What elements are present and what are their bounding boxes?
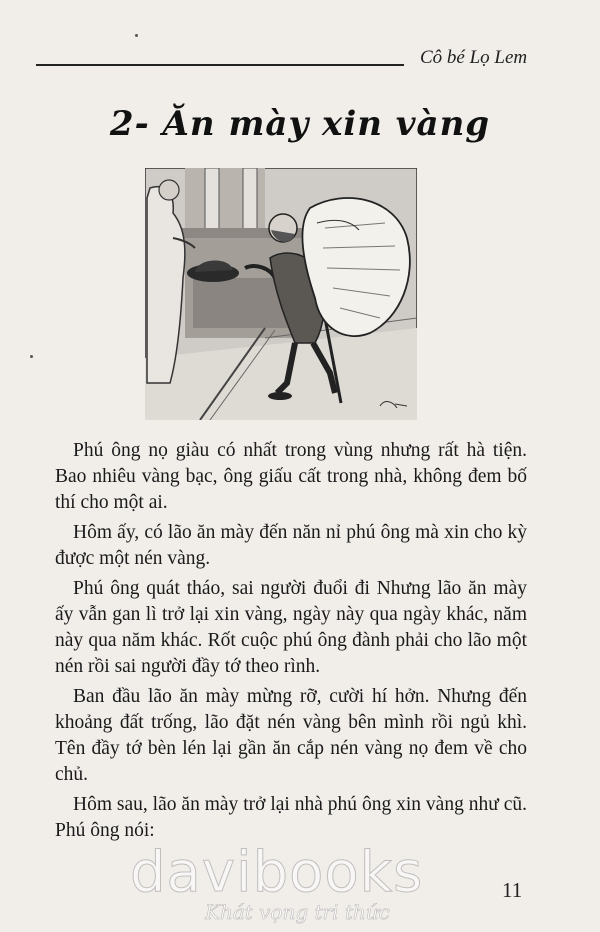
beggar-and-rich-man-illustration-icon: [145, 168, 417, 420]
paragraph: Phú ông quát tháo, sai người đuổi đi Nhưng lão ăn mày ấy vẫn gan lì trở lại xin vàng, ngày này qua ngày khác, năm này qua năm khác. Rốt cuộc phú ông đành phải cho lão một nén rồi sai người đầy tớ theo rình.: [55, 578, 527, 677]
paragraph: Hôm sau, lão ăn mày trở lại nhà phú ông xin vàng như cũ. Phú ông nói:: [55, 794, 527, 841]
speck-mark: [30, 355, 33, 358]
body-text: [55, 438, 527, 848]
chapter-title: 2- Ăn mày xin vàng: [109, 104, 491, 144]
paragraph: Ban đầu lão ăn mày mừng rỡ, cười hí hởn. Nhưng đến khoảng đất trống, lão đặt nén vàng bên mình rồi ngủ khì. Tên đầy tớ bèn lén lại gần ăn cắp nén vàng nọ đem về cho chủ.: [55, 686, 527, 785]
watermark-tagline: Khát vọng tri thức: [205, 900, 390, 924]
running-title: Cô bé Lọ Lem: [420, 47, 528, 68]
header-rule: [36, 64, 404, 66]
paragraph: Hôm ấy, có lão ăn mày đến năn nỉ phú ông mà xin cho kỳ được một nén vàng.: [55, 522, 527, 569]
page-number: 11: [502, 878, 523, 902]
paragraph: Phú ông nọ giàu có nhất trong vùng nhưng rất hà tiện. Bao nhiêu vàng bạc, ông giấu cất trong nhà, không đem bố thí cho một ai.: [55, 440, 527, 513]
watermark-brand: davibooks: [130, 840, 424, 905]
speck-mark: [135, 34, 138, 37]
